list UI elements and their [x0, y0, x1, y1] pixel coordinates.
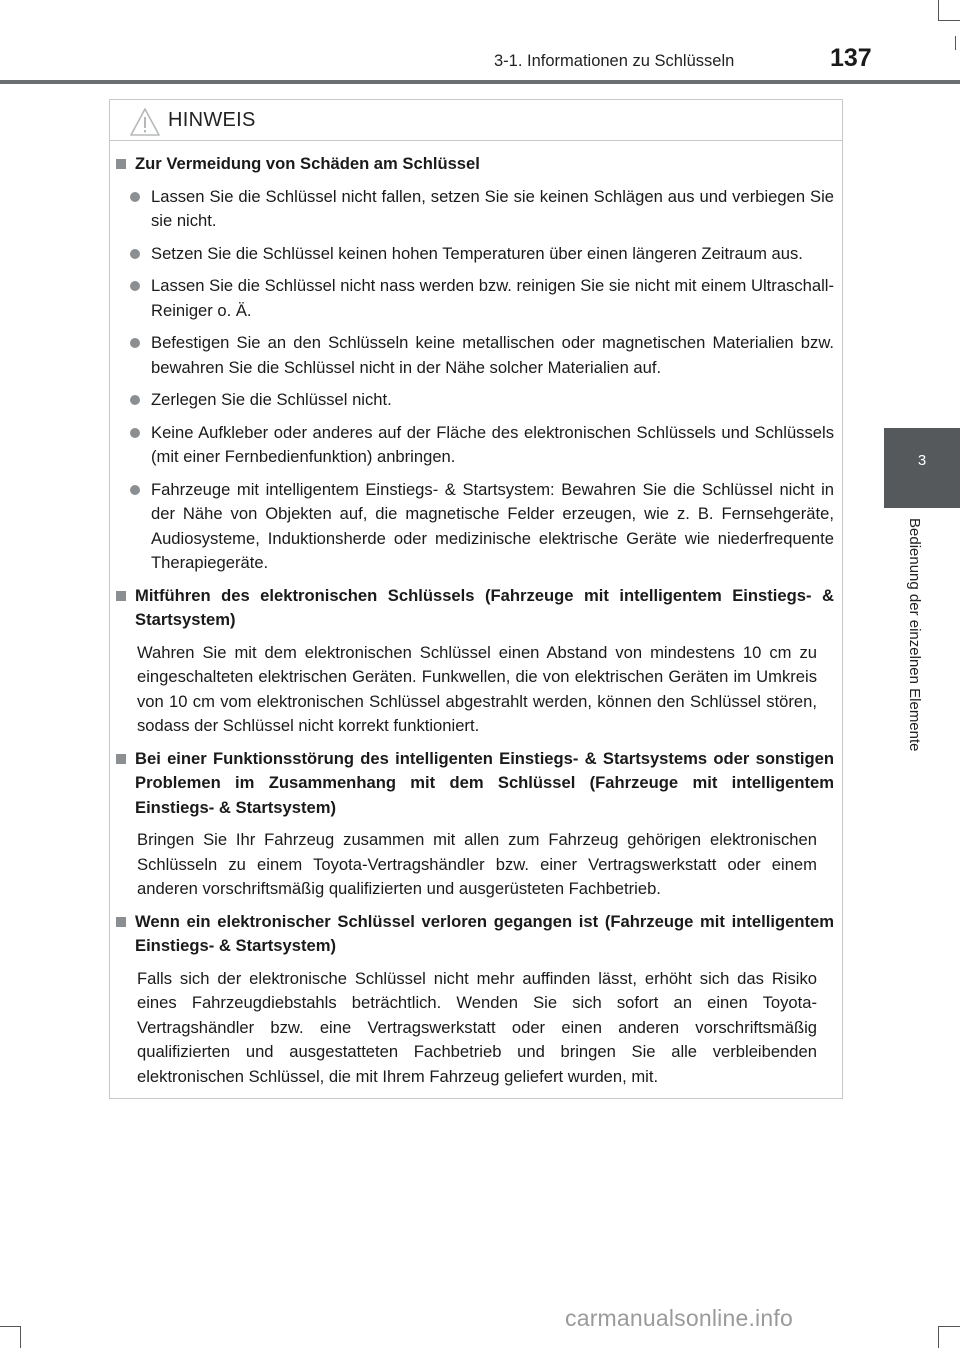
chapter-number: 3	[917, 452, 927, 469]
square-bullet-icon	[116, 917, 126, 927]
square-bullet-icon	[116, 591, 126, 601]
list-item: Keine Aufkleber oder anderes auf der Fläche des elektronischen Schlüssels und Schlüssels (mit einer Fernbedienfunktion) anbringen.	[130, 421, 834, 470]
notice-content	[110, 152, 842, 1097]
section-title: 3-1. Informationen zu Schlüsseln	[494, 52, 735, 70]
crop-mark	[938, 1326, 960, 1327]
list-item: Lassen Sie die Schlüssel nicht fallen, setzen Sie sie keinen Schlägen aus und verbiegen Sie sie nicht.	[130, 185, 834, 234]
round-bullet-icon	[130, 338, 140, 348]
section-paragraph: Bringen Sie Ihr Fahrzeug zusammen mit allen zum Fahrzeug gehörigen elektronischen Schlüsseln zu einem Toyota-Vertragshändler bzw. einer Vertragswerkstatt oder einem anderen vorschriftsmäßig qualifizierten und ausgerüsteten Fachbetrieb.	[137, 830, 817, 898]
list-item: Fahrzeuge mit intelligentem Einstiegs- & Startsystem: Bewahren Sie die Schlüssel nicht in der Nähe von Objekten auf, die magnetische Felder erzeugen, wie z. B. Fernsehgeräte, Audiosysteme, Induktionsherde oder medizinische elektrische Geräte wie niederfrequente Therapiegeräte.	[130, 478, 834, 576]
crop-mark	[938, 1326, 939, 1348]
section-paragraph: Falls sich der elektronische Schlüssel nicht mehr auffinden lässt, erhöht sich das Risiko eines Fahrzeugdiebstahls beträchtlich. Wenden Sie sich sofort an einen Toyota-Vertragshändler bzw. eine Vertragswerkstatt oder einen anderen vorschriftsmäßig qualifizierten und ausgestatteten Fachbetrieb und bringen Sie alle verbleibenden elektronischen Schlüssel, die mit Ihrem Fahrzeug geliefert wurden, mit.	[137, 968, 817, 1086]
chapter-label: Bedienung der einzelnen Elemente	[906, 518, 923, 752]
round-bullet-icon	[130, 485, 140, 495]
list-item: Lassen Sie die Schlüssel nicht nass werden bzw. reinigen Sie sie nicht mit einem Ultraschall-Reiniger o. Ä.	[130, 274, 834, 323]
crop-mark	[938, 20, 960, 21]
notice-title: HINWEIS	[168, 109, 256, 131]
square-bullet-icon	[116, 159, 126, 169]
crop-mark	[0, 1326, 20, 1327]
crop-mark	[955, 36, 956, 50]
crop-mark	[938, 0, 939, 20]
header-rule	[0, 80, 960, 84]
round-bullet-icon	[130, 428, 140, 438]
list-item: Setzen Sie die Schlüssel keinen hohen Temperaturen über einen längeren Zeitraum aus.	[130, 242, 834, 267]
notice-box	[109, 99, 843, 1099]
warning-triangle-icon	[129, 107, 161, 137]
notice-header	[110, 100, 842, 141]
crop-mark	[20, 1326, 21, 1348]
section-heading: Zur Vermeidung von Schäden am Schlüssel	[115, 152, 834, 177]
page-number: 137	[830, 44, 872, 72]
section-heading: Wenn ein elektronischer Schlüssel verloren gegangen ist (Fahrzeuge mit intelligentem Einstiegs- & Startsystem)	[115, 910, 834, 959]
round-bullet-icon	[130, 281, 140, 291]
chapter-tab	[884, 428, 960, 508]
section-heading: Bei einer Funktionsstörung des intelligenten Einstiegs- & Startsystems oder sonstigen Problemen im Zusammenhang mit dem Schlüssel (Fahrzeuge mit intelligentem Einstiegs- & Startsystem)	[115, 747, 834, 821]
square-bullet-icon	[116, 754, 126, 764]
watermark: carmanualsonline.info	[565, 1305, 793, 1331]
section-paragraph: Wahren Sie mit dem elektronischen Schlüssel einen Abstand von mindestens 10 cm zu eingeschalteten elektrischen Geräten. Funkwellen, die von elektrischen Geräten im Umkreis von 10 cm vom elektronischen Schlüssel abgestrahlt werden, können den Schlüssel stören, sodass der Schlüssel nicht korrekt funktioniert.	[137, 642, 817, 735]
round-bullet-icon	[130, 192, 140, 202]
round-bullet-icon	[130, 249, 140, 259]
round-bullet-icon	[130, 395, 140, 405]
section-heading: Mitführen des elektronischen Schlüssels (Fahrzeuge mit intelligentem Einstiegs- & Startsystem)	[115, 584, 834, 633]
list-item: Befestigen Sie an den Schlüsseln keine metallischen oder magnetischen Materialien bzw. bewahren Sie die Schlüssel nicht in der Nähe solcher Materialien auf.	[130, 331, 834, 380]
list-item: Zerlegen Sie die Schlüssel nicht.	[130, 388, 834, 413]
